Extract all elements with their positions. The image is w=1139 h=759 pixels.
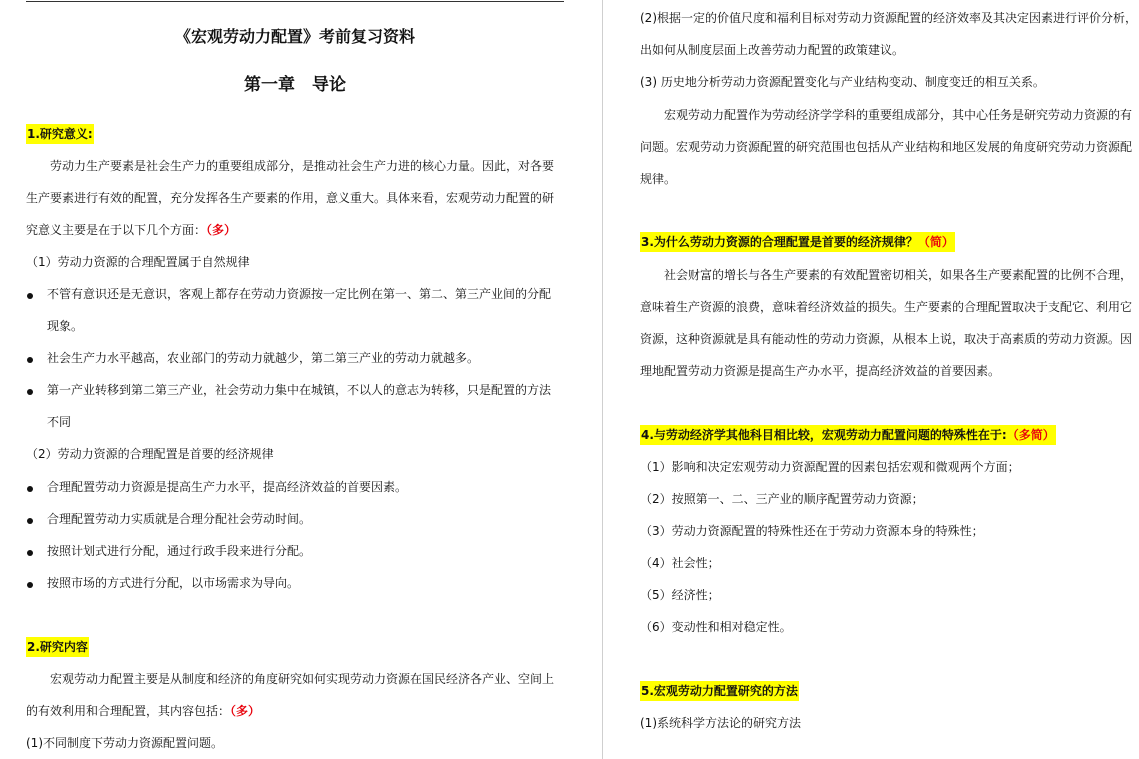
bullet-item: 第一产业转移到第二第三产业，社会劳动力集中在城镇，不以人的意志为转移，只是配置的方法: [47, 383, 552, 397]
bullet-icon: [27, 389, 33, 395]
bullet-item-cont: 现象。: [47, 319, 84, 333]
paragraph-line: 劳动力生产要素是社会生产力的重要组成部分，是推动社会生产力进的核心力量。因此，对各要: [50, 159, 555, 173]
tag-short-answer: （简）: [917, 235, 954, 249]
bullet-item: 按照市场的方式进行分配，以市场需求为导向。: [47, 576, 300, 590]
paragraph-line: 宏观劳动力配置主要是从制度和经济的角度研究如何实现劳动力资源在国民经济各产业、空间上: [50, 672, 555, 686]
bullet-item: 不管有意识还是无意识，客观上都存在劳动力资源按一定比例在第一、第二、第三产业间的分配: [47, 287, 552, 301]
bullet-icon: [27, 550, 33, 556]
section-heading-3: [640, 232, 955, 252]
document-title: 《宏观劳动力配置》考前复习资料: [174, 27, 415, 46]
paragraph-line: 宏观劳动力配置作为劳动经济学学科的重要组成部分，其中心任务是研究劳动力资源的有: [664, 108, 1133, 122]
subheading: （2）劳动力资源的合理配置是首要的经济规律: [26, 447, 274, 461]
paragraph-line: 生产要素进行有效的配置，充分发挥各生产要素的作用，意义重大。具体来看，宏观劳动力配置的研: [26, 191, 555, 205]
section-heading-4: [640, 425, 1056, 445]
paragraph-line: 问题。宏观劳动力资源配置的研究范围也包括从产业结构和地区发展的角度研究劳动力资源配: [640, 140, 1133, 154]
section-heading-4-text: 4.与劳动经济学其他科目相比较，宏观劳动力配置问题的特殊性在于:: [641, 428, 1007, 442]
list-item: （2）按照第一、二、三产业的顺序配置劳动力资源；: [640, 492, 924, 506]
section-heading-2: 2.研究内容: [26, 637, 89, 657]
paragraph-line: 规律。: [640, 172, 677, 186]
section-heading-1: 1.研究意义:: [26, 124, 94, 144]
paragraph-line: 的有效利用和合理配置，其内容包括：: [26, 704, 231, 718]
list-item: (1)系统科学方法论的研究方法: [640, 716, 801, 730]
top-rule: [26, 1, 564, 2]
paragraph-line: 资源，这种资源就是具有能动性的劳动力资源，从根本上说，取决于高素质的劳动力资源。因: [640, 332, 1133, 346]
paragraph-line: 出如何从制度层面上改善劳动力配置的政策建议。: [640, 43, 905, 57]
bullet-item: 社会生产力水平越高，农业部门的劳动力就越少，第二第三产业的劳动力就越多。: [47, 351, 480, 365]
bullet-item: 按照计划式进行分配，通过行政手段来进行分配。: [47, 544, 312, 558]
bullet-icon: [27, 357, 33, 363]
section-heading-3-text: 3.为什么劳动力资源的合理配置是首要的经济规律？: [641, 235, 918, 249]
bullet-item: 合理配置劳动力资源是提高生产力水平，提高经济效益的首要因素。: [47, 480, 408, 494]
bullet-icon: [27, 293, 33, 299]
bullet-icon: [27, 582, 33, 588]
list-item: （4）社会性；: [640, 556, 720, 570]
list-item: （1）影响和决定宏观劳动力资源配置的因素包括宏观和微观两个方面；: [640, 460, 1020, 474]
paragraph-line: 社会财富的增长与各生产要素的有效配置密切相关，如果各生产要素配置的比例不合理，: [664, 268, 1133, 282]
paragraph-line: 意味着生产资源的浪费，意味着经济效益的损失。生产要素的合理配置取决于支配它、利用它: [640, 300, 1133, 314]
right-page: [604, 0, 1139, 759]
paragraph-line: (2)根据一定的价值尺度和福利目标对劳动力资源配置的经济效率及其决定因素进行评价分析，: [640, 11, 1138, 25]
paragraph-line: (3) 历史地分析劳动力资源配置变化与产业结构变动、制度变迁的相互关系。: [640, 75, 1045, 89]
page-divider: [602, 0, 603, 759]
section-heading-5: 5.宏观劳动力配置研究的方法: [640, 681, 799, 701]
paragraph-line: 理地配置劳动力资源是提高生产办水平，提高经济效益的首要因素。: [640, 364, 1001, 378]
subheading: （1）劳动力资源的合理配置属于自然规律: [26, 255, 250, 269]
list-item: （3）劳动力资源配置的特殊性还在于劳动力资源本身的特殊性；: [640, 524, 984, 538]
bullet-item: 合理配置劳动力实质就是合理分配社会劳动时间。: [47, 512, 312, 526]
bullet-icon: [27, 486, 33, 492]
bullet-item-cont: 不同: [47, 415, 72, 429]
chapter-title: 第一章 导论: [244, 75, 346, 95]
paragraph-line: 究意义主要是在于以下几个方面：: [26, 223, 207, 237]
tag-multiple-choice: （多）: [206, 223, 237, 237]
list-item: （5）经济性；: [640, 588, 720, 602]
tag-multi-short: （多简）: [1006, 428, 1055, 442]
bullet-icon: [27, 518, 33, 524]
list-item: (1)不同制度下劳动力资源配置问题。: [26, 736, 223, 750]
tag-multiple-choice: （多）: [230, 704, 261, 718]
list-item: （6）变动性和相对稳定性。: [640, 620, 792, 634]
